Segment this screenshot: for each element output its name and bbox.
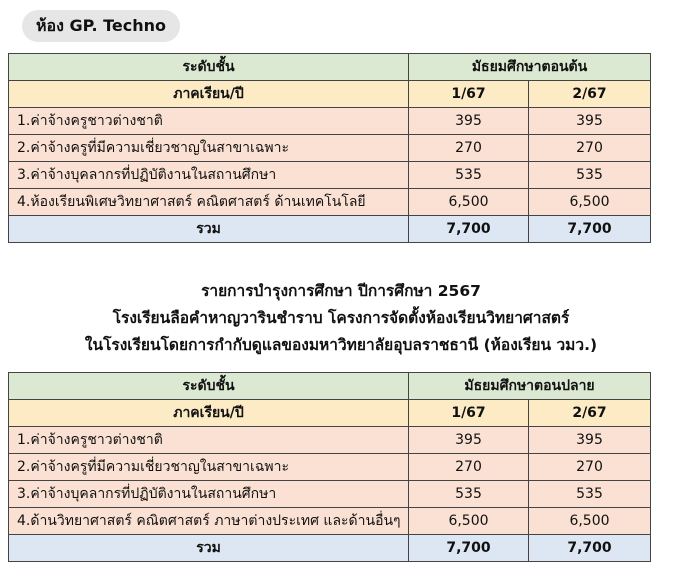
semester-label: ภาคเรียน/ปี	[9, 400, 409, 427]
total-row	[9, 535, 651, 562]
heading-line-3: ในโรงเรียนโดยการกำกับดูแลของมหาวิทยาลัยอุบลราชธานี (ห้องเรียน วมว.)	[84, 336, 598, 354]
level-name: มัธยมศึกษาตอนต้น	[409, 54, 651, 81]
fee-value-sem2: 535	[529, 481, 651, 508]
fee-item: 1.ค่าจ้างครูชาวต่างชาติ	[9, 108, 409, 135]
fee-value-sem2: 395	[529, 427, 651, 454]
fee-item: 1.ค่าจ้างครูชาวต่างชาติ	[9, 427, 409, 454]
semester-1: 1/67	[409, 81, 529, 108]
total-sem1: 7,700	[409, 535, 529, 562]
table-row	[9, 189, 651, 216]
table-row	[9, 508, 651, 535]
fee-value-sem2: 270	[529, 454, 651, 481]
semester-2: 2/67	[529, 81, 651, 108]
room-label: ห้อง GP. Techno	[22, 10, 180, 42]
fee-value-sem2: 535	[529, 162, 651, 189]
level-column-header: ระดับชั้น	[9, 373, 409, 400]
table-header-row	[9, 54, 651, 81]
total-row	[9, 216, 651, 243]
fee-value-sem1: 395	[409, 427, 529, 454]
fee-item: 2.ค่าจ้างครูที่มีความเชี่ยวชาญในสาขาเฉพาะ	[9, 135, 409, 162]
fee-value-sem2: 6,500	[529, 189, 651, 216]
semester-2: 2/67	[529, 400, 651, 427]
total-sem2: 7,700	[529, 535, 651, 562]
semester-row	[9, 81, 651, 108]
level-column-header: ระดับชั้น	[9, 54, 409, 81]
total-label: รวม	[9, 216, 409, 243]
fee-value-sem1: 535	[409, 162, 529, 189]
fee-value-sem1: 270	[409, 135, 529, 162]
fee-value-sem2: 6,500	[529, 508, 651, 535]
table-row	[9, 162, 651, 189]
fee-value-sem1: 6,500	[409, 189, 529, 216]
fee-value-sem1: 395	[409, 108, 529, 135]
heading-line-1: รายการบำรุงการศึกษา ปีการศึกษา 2567	[201, 282, 481, 300]
fee-item: 4.ด้านวิทยาศาสตร์ คณิตศาสตร์ ภาษาต่างประเทศ และด้านอื่นๆ	[9, 508, 409, 535]
semester-label: ภาคเรียน/ปี	[9, 81, 409, 108]
fee-item: 3.ค่าจ้างบุคลากรที่ปฏิบัติงานในสถานศึกษา	[9, 162, 409, 189]
fee-value-sem2: 270	[529, 135, 651, 162]
fee-item: 2.ค่าจ้างครูที่มีความเชี่ยวชาญในสาขาเฉพาะ	[9, 454, 409, 481]
fee-table-lower-secondary	[8, 53, 651, 243]
fee-value-sem1: 270	[409, 454, 529, 481]
total-label: รวม	[9, 535, 409, 562]
fee-item: 4.ห้องเรียนพิเศษวิทยาศาสตร์ คณิตศาสตร์ ด้านเทคโนโลยี	[9, 189, 409, 216]
total-sem2: 7,700	[529, 216, 651, 243]
table-row	[9, 135, 651, 162]
fee-table-upper-secondary	[8, 372, 651, 562]
document-heading	[0, 278, 682, 359]
fee-value-sem1: 535	[409, 481, 529, 508]
table-row	[9, 427, 651, 454]
semester-row	[9, 400, 651, 427]
fee-value-sem2: 395	[529, 108, 651, 135]
heading-line-2: โรงเรียนลือคำหาญวารินชำราบ โครงการจัดตั้งห้องเรียนวิทยาศาสตร์	[112, 309, 570, 327]
table-row	[9, 108, 651, 135]
table-row	[9, 454, 651, 481]
fee-value-sem1: 6,500	[409, 508, 529, 535]
fee-item: 3.ค่าจ้างบุคลากรที่ปฏิบัติงานในสถานศึกษา	[9, 481, 409, 508]
level-name: มัธยมศึกษาตอนปลาย	[409, 373, 651, 400]
table-row	[9, 481, 651, 508]
table-header-row	[9, 373, 651, 400]
semester-1: 1/67	[409, 400, 529, 427]
total-sem1: 7,700	[409, 216, 529, 243]
